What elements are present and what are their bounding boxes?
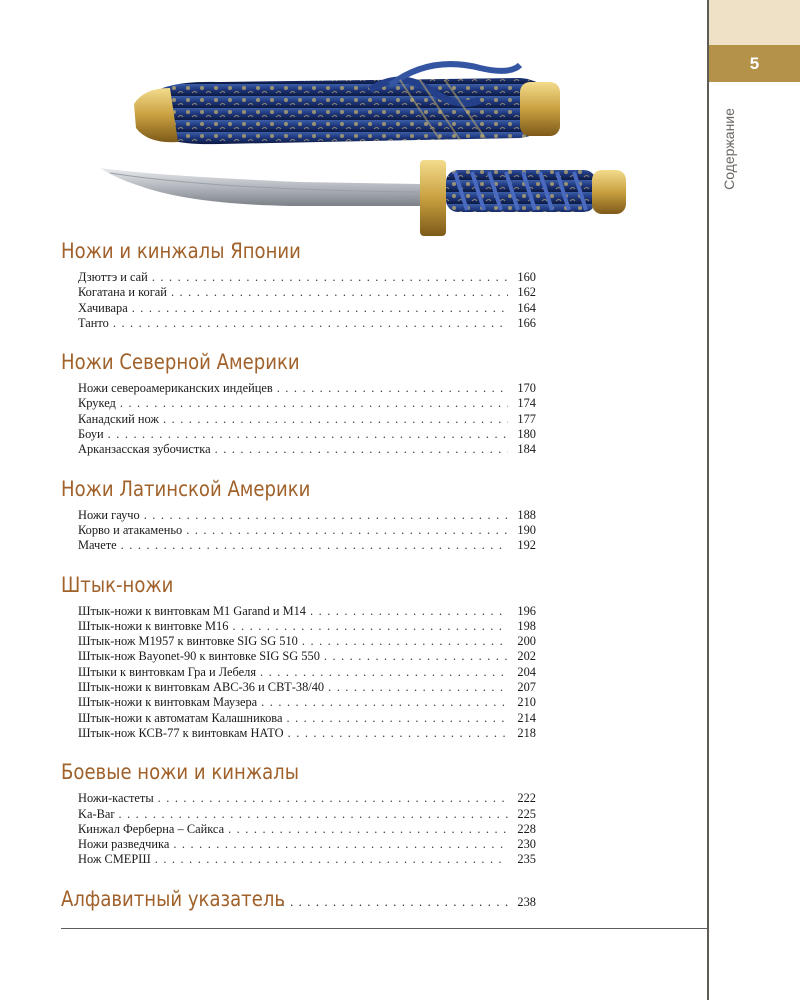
toc-entry-index[interactable]: [61, 884, 536, 914]
toc-entry[interactable]: [78, 442, 536, 457]
entry-title: Корво и атакаменьо: [78, 522, 183, 537]
section-heading: Ножи Латинской Америки: [61, 476, 311, 501]
leader-dots: [186, 523, 508, 538]
leader-dots: [118, 807, 508, 822]
entry-title: Ножи разведчика: [78, 837, 170, 852]
entry-page: 160: [517, 270, 536, 284]
toc-entry[interactable]: [78, 807, 536, 822]
entry-page: 214: [517, 710, 536, 725]
entry-title: Ka-Bar: [78, 806, 115, 821]
entry-title: Штык-нож КСВ-77 к винтовкам НАТО: [78, 725, 284, 740]
entry-title: Штык-ножи к автоматам Калашникова: [78, 710, 283, 725]
toc-entry[interactable]: [78, 711, 536, 726]
entry-title: Дзюттэ и сай: [78, 270, 148, 284]
entry-title: Ножи североамериканских индейцев: [78, 381, 273, 396]
entry-title: Канадский нож: [78, 411, 159, 426]
toc-entry[interactable]: [78, 412, 536, 427]
entry-page: 192: [517, 538, 536, 553]
toc-section-north-america: [61, 347, 536, 457]
leader-dots: [215, 442, 508, 457]
leader-dots: [286, 711, 508, 726]
toc-entry[interactable]: [78, 634, 536, 649]
entry-title: Штык-ножи к винтовке М16: [78, 618, 229, 633]
toc-entry[interactable]: [78, 396, 536, 411]
entry-page: 204: [517, 664, 536, 679]
entry-title: Ножи гаучо: [78, 507, 140, 522]
leader-dots: [121, 538, 508, 553]
leader-dots: [328, 680, 508, 695]
toc-entry[interactable]: [78, 852, 536, 867]
handle: [446, 170, 626, 214]
thumb-tab: [709, 0, 800, 45]
running-header-label: [719, 94, 739, 204]
entry-title: Ножи-кастеты: [78, 791, 154, 806]
toc-entry[interactable]: [78, 316, 536, 331]
toc-entry[interactable]: [78, 726, 536, 741]
section-heading: Боевые ножи и кинжалы: [61, 760, 299, 785]
entry-page: 228: [517, 821, 536, 836]
leader-dots: [324, 649, 508, 664]
entry-page: 235: [517, 852, 536, 867]
toc-entry[interactable]: [78, 837, 536, 852]
section-label-text: Содержание: [721, 108, 737, 190]
page-number: 5: [709, 45, 800, 82]
entry-title: Хачивара: [78, 300, 128, 315]
toc-entry[interactable]: [78, 791, 536, 806]
toc-entry[interactable]: [78, 523, 536, 538]
guard: [420, 160, 446, 236]
leader-dots: [173, 837, 508, 852]
toc-section-japan: [61, 236, 536, 331]
entry-title: Боуи: [78, 427, 104, 442]
section-heading: Ножи Северной Америки: [61, 350, 300, 375]
margin-rule-horizontal: [61, 928, 709, 929]
table-of-contents: [61, 236, 536, 914]
toc-entry[interactable]: [78, 680, 536, 695]
entry-page: 184: [517, 442, 536, 457]
entry-title: Танто: [78, 315, 109, 330]
leader-dots: [152, 270, 508, 285]
entry-page: 188: [517, 507, 536, 522]
entry-title: Штыки к винтовкам Гра и Лебеля: [78, 664, 257, 679]
entry-title: Мачете: [78, 538, 117, 553]
entry-page: 202: [517, 649, 536, 664]
entry-page: 198: [517, 618, 536, 633]
leader-dots: [277, 381, 508, 396]
leader-dots: [132, 301, 508, 316]
entry-page: 218: [517, 725, 536, 740]
section-heading: Ножи и кинжалы Японии: [61, 239, 301, 263]
leader-dots: [288, 726, 508, 741]
entry-title: Крукед: [78, 396, 116, 411]
entry-page: 180: [517, 427, 536, 442]
leader-dots: [302, 634, 508, 649]
entry-page: 210: [517, 695, 536, 710]
leader-dots: [232, 619, 508, 634]
toc-entry[interactable]: [78, 695, 536, 710]
entry-title: Когатана и когай: [78, 285, 167, 300]
entry-title: Штык-ножи к винтовкам АВС-36 и СВТ-38/40: [78, 680, 325, 695]
entry-page: 222: [517, 791, 536, 806]
toc-entry[interactable]: [78, 508, 536, 523]
entry-page: 238: [517, 894, 536, 909]
toc-section-combat-knives: [61, 757, 536, 867]
entry-page: 230: [517, 837, 536, 852]
entry-page: 170: [517, 381, 536, 396]
blade: [100, 168, 420, 206]
leader-dots: [108, 427, 508, 442]
leader-dots: [171, 285, 508, 300]
entry-title: Штык-ножи к винтовкам M1 Garand и M14: [78, 603, 306, 618]
entry-title: Кинжал Ферберна – Сайкса: [78, 821, 225, 836]
toc-entry[interactable]: [78, 604, 536, 619]
leader-dots: [163, 412, 508, 427]
toc-entry[interactable]: [78, 427, 536, 442]
toc-entry[interactable]: [78, 285, 536, 300]
scabbard: [134, 64, 560, 144]
leader-dots: [260, 665, 508, 680]
leader-dots: [228, 822, 508, 837]
entry-title: Штык-нож M1957 к винтовке SIG SG 510: [78, 634, 298, 649]
section-heading: Штык-ножи: [61, 572, 174, 597]
toc-entry[interactable]: [78, 538, 536, 553]
entry-page: 162: [517, 285, 536, 300]
leader-dots: [120, 396, 508, 411]
leader-dots: [113, 316, 508, 331]
entry-page: 177: [517, 411, 536, 426]
entry-title: Нож СМЕРШ: [78, 852, 151, 867]
toc-entry[interactable]: [78, 619, 536, 634]
toc-entry[interactable]: [78, 301, 536, 316]
margin-rule-vertical: [707, 0, 709, 1000]
entry-page: 166: [517, 315, 536, 330]
leader-dots: [158, 791, 508, 806]
toc-entry[interactable]: [78, 381, 536, 396]
entry-page: 196: [517, 603, 536, 618]
leader-dots: [310, 604, 508, 619]
leader-dots: [261, 695, 508, 710]
toc-entry[interactable]: [78, 270, 536, 285]
entry-page: 164: [517, 300, 536, 315]
entry-page: 190: [517, 522, 536, 537]
toc-entry[interactable]: [78, 665, 536, 680]
entry-page: 207: [517, 680, 536, 695]
entry-page: 200: [517, 634, 536, 649]
entry-page: 225: [517, 806, 536, 821]
toc-section-bayonets: [61, 570, 536, 742]
leader-dots: [144, 508, 508, 523]
leader-dots: [155, 852, 508, 867]
entry-title: Штык-нож Bayonet-90 к винтовке SIG SG 550: [78, 649, 320, 664]
toc-entry[interactable]: [78, 649, 536, 664]
toc-entry[interactable]: [78, 822, 536, 837]
section-heading: Алфавитный указатель: [61, 886, 286, 911]
entry-page: 174: [517, 396, 536, 411]
entry-title: Штык-ножи к винтовкам Маузера: [78, 695, 258, 710]
entry-title: Арканзасская зубочистка: [78, 442, 211, 457]
leader-dots: [281, 895, 513, 910]
toc-section-latin-america: [61, 474, 536, 554]
knife-illustration: [100, 60, 640, 240]
